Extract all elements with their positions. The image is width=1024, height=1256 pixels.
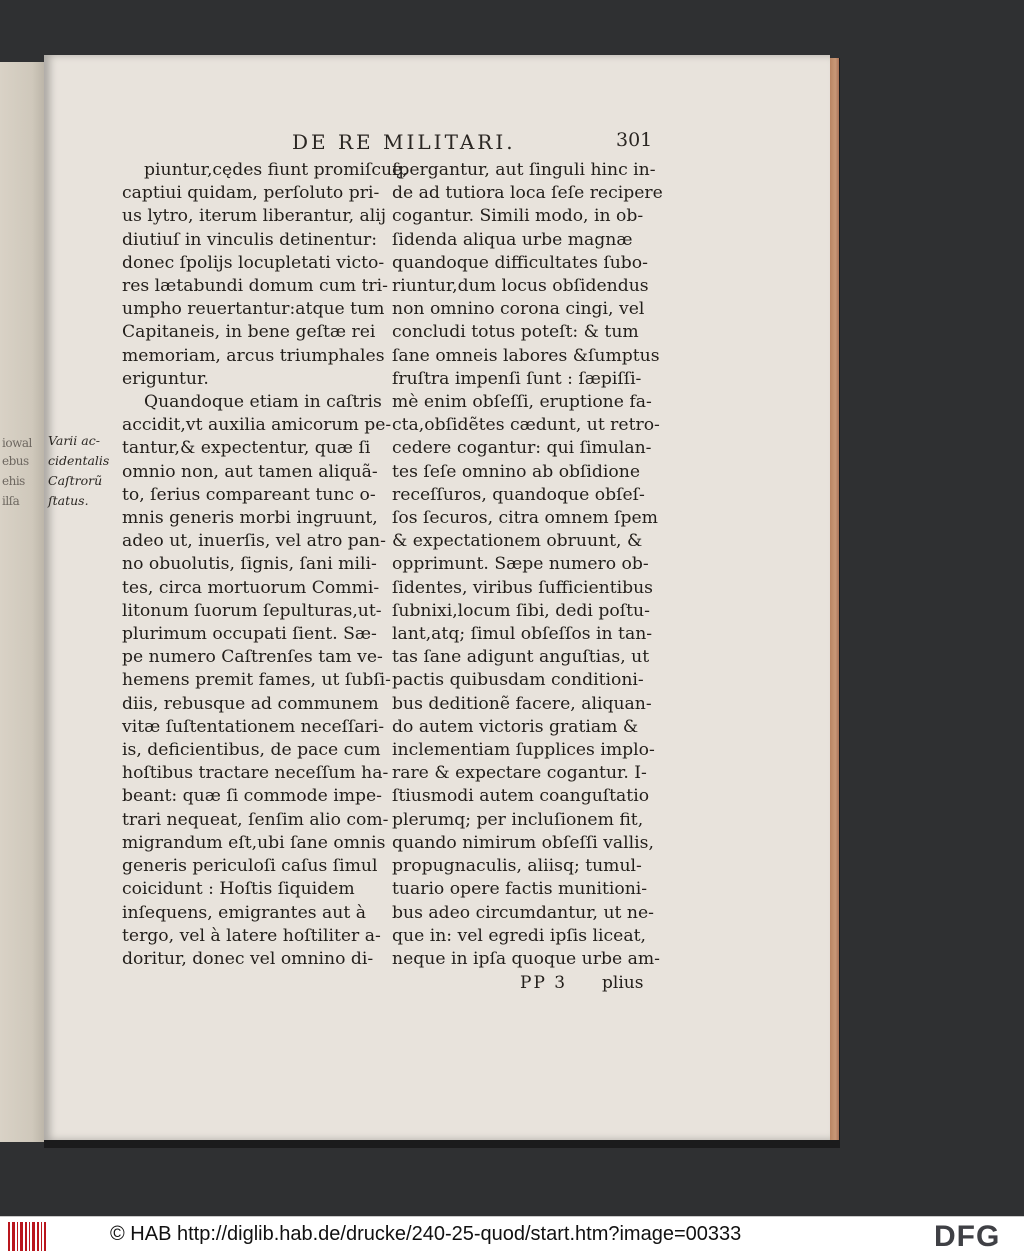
text-line: diis, rebusque ad communem	[122, 693, 379, 714]
text-line: adeo ut, inuerſis, vel atro pan-	[122, 531, 386, 552]
hab-barcode-icon	[6, 1222, 48, 1251]
text-line: non omnino corona cingi, vel	[392, 299, 645, 320]
margin-note-line: cidentalis	[48, 453, 110, 468]
text-line: omnio non, aut tamen aliquã-	[122, 461, 378, 482]
text-line: memoriam, arcus triumphales	[122, 345, 385, 366]
text-line: tas ſane adigunt anguſtias, ut	[392, 647, 650, 668]
text-line: ſane omneis labores &ſumptus	[392, 345, 660, 366]
margin-note-line: Caſtrorũ	[48, 473, 103, 488]
text-line: Quandoque etiam in caſtris	[144, 392, 382, 413]
text-line: us lytro, iterum liberantur, alij	[122, 206, 387, 227]
margin-note	[48, 431, 109, 511]
text-line: opprimunt. Sæpe numero ob-	[392, 554, 649, 575]
text-line: inſequens, emigrantes aut à	[122, 902, 366, 923]
text-line: & expectationem obruunt, &	[392, 531, 643, 552]
text-line: tergo, vel à latere hoſtiliter a-	[122, 925, 381, 946]
text-line: beant: quæ ſi commode impe-	[122, 786, 382, 807]
text-line: generis periculoſi caſus ſimul	[122, 856, 378, 877]
text-line: hoſtibus tractare neceſſum ha-	[122, 763, 389, 784]
text-line: tes, circa mortuorum Commi-	[122, 577, 380, 598]
text-line: concludi totus poteſt: & tum	[392, 322, 639, 343]
text-line: donec ſpolijs locupletati victo-	[122, 252, 385, 273]
text-line: ſubnixi,locum ſibi, dedi poſtu-	[392, 600, 650, 621]
text-line: ſidentes, viribus ſufficientibus	[392, 577, 654, 598]
text-line: vitæ ſuſtentationem neceſſari-	[122, 716, 385, 737]
text-line: captiui quidam, perſoluto pri-	[122, 183, 380, 204]
left-text-column	[122, 159, 408, 971]
text-line: litonum ſuorum ſepulturas,ut-	[122, 600, 382, 621]
previous-page-edge	[0, 62, 46, 1142]
text-line: receſſuros, quandoque obſeſ-	[392, 484, 645, 505]
text-line: trari nequeat, ſenſim alio com-	[122, 809, 389, 830]
text-line: propugnaculis, aliisq; tumul-	[392, 856, 642, 877]
text-line: mè enim obſeſſi, eruptione fa-	[392, 392, 652, 413]
text-line: to, ſerius compareant tunc o-	[122, 484, 376, 505]
text-line: quandoque difficultates ſubo-	[392, 252, 648, 273]
text-line: que in: vel egredi ipſis liceat,	[392, 925, 646, 946]
text-line: bus adeo circumdantur, ut ne-	[392, 902, 654, 923]
text-line: lant,atq; ſimul obſeſſos in tan-	[392, 624, 653, 645]
text-line: Capitaneis, in bene geſtæ rei	[122, 322, 376, 343]
text-line: cogantur. Simili modo, in ob-	[392, 206, 644, 227]
text-line: cedere cogantur: qui ſimulan-	[392, 438, 652, 459]
text-line: tes ſeſe omnino ab obſidione	[392, 461, 640, 482]
prev-page-fragment: ehis	[2, 474, 25, 488]
text-line: pe numero Caſtrenſes tam ve-	[122, 647, 383, 668]
text-line: tantur,& expectentur, quæ ſi	[122, 438, 371, 459]
right-text-column	[392, 159, 663, 971]
text-line: quando nimirum obſeſſi vallis,	[392, 832, 654, 853]
text-line: accidit,vt auxilia amicorum pe-	[122, 415, 392, 436]
prev-page-fragment: ebus	[2, 454, 29, 468]
text-line: inclementiam ſupplices implo-	[392, 740, 655, 761]
text-line: no obuolutis, ſignis, ſani mili-	[122, 554, 377, 575]
text-line: umpho reuertantur:atque tum	[122, 299, 385, 320]
source-url[interactable]: © HAB http://diglib.hab.de/drucke/240-25-quod/start.htm?image=00333	[110, 1223, 742, 1245]
text-line: plerumq; per incluſionem fit,	[392, 809, 644, 830]
text-line: pactis quibusdam conditioni-	[392, 670, 644, 691]
book-page	[44, 55, 830, 1140]
text-line: de ad tutiora loca ſeſe recipere	[392, 183, 663, 204]
text-line: diutiuſ in vinculis detinentur:	[122, 229, 378, 250]
text-line: piuntur,cędes fiunt promiſcuę,	[144, 160, 408, 180]
text-line: eriguntur.	[122, 368, 209, 389]
text-line: migrandum eſt,ubi ſane omnis	[122, 832, 386, 853]
text-line: tuario opere factis munitioni-	[392, 879, 648, 900]
text-line: ſos ſecuros, citra omnem ſpem	[392, 508, 658, 529]
text-line: plurimum occupati ſient. Sæ-	[122, 624, 377, 645]
footer-bar	[0, 1216, 1024, 1256]
text-line: ſtiusmodi autem coanguſtatio	[392, 786, 650, 807]
text-line: ſidenda aliqua urbe magnæ	[392, 229, 633, 250]
text-line: fruſtra impenſi ſunt : ſæpiſſi-	[392, 368, 642, 389]
catchword: plius	[602, 973, 644, 993]
text-line: res lætabundi domum cum tri-	[122, 276, 388, 297]
text-line: cta,obſidẽtes cædunt, ut retro-	[392, 415, 660, 436]
signature-mark: PP 3	[520, 973, 568, 993]
text-line: hemens premit fames, ut ſubſi-	[122, 670, 391, 691]
text-line: do autem victoris gratiam &	[392, 716, 639, 737]
text-line: bus deditionẽ facere, aliquan-	[392, 693, 652, 714]
text-line: mnis generis morbi ingruunt,	[122, 508, 378, 529]
running-head: DE RE MILITARI.	[292, 130, 516, 154]
prev-page-fragment: ilſa	[2, 494, 20, 508]
dfg-logo: DFG	[934, 1220, 1001, 1253]
text-line: doritur, donec vel omnino di-	[122, 948, 374, 969]
text-line: coicidunt : Hoſtis ſiquidem	[122, 879, 355, 900]
text-line: neque in ipſa quoque urbe am-	[392, 948, 660, 969]
text-line: rare & expectare cogantur. I-	[392, 763, 647, 784]
text-line: riuntur,dum locus obſidendus	[392, 276, 649, 297]
text-line: is, deficientibus, de pace cum	[122, 740, 381, 761]
page-fore-edge	[830, 58, 839, 1140]
prev-page-fragment: iowal	[2, 436, 32, 450]
margin-note-line: Varii ac-	[48, 433, 100, 448]
page-number: 301	[616, 129, 653, 151]
margin-note-line: ſtatus.	[48, 493, 89, 508]
text-line: ſpergantur, aut ſinguli hinc in-	[392, 160, 656, 180]
